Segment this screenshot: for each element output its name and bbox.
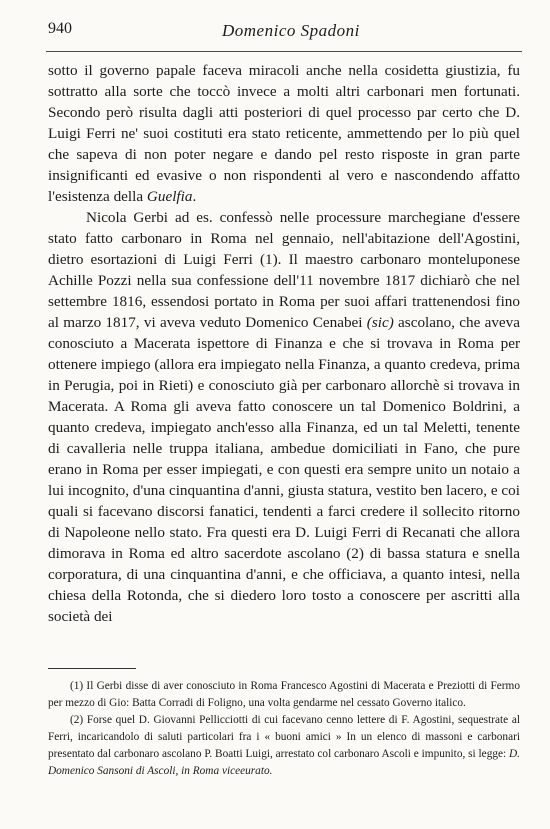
footnotes [48,678,520,780]
paragraph-1-text: sotto il governo papale faceva miracoli anche nella cosidetta giustizia, fu sottratto alla sorte che toccò invece a molti altri carbonari men fortunati. Secondo però risulta dagli atti posteriori di quel processo par certo che D. Luigi Ferri ne' suoi costituti era stato reticente, ammettendo per lo più quel che sapeva di non poter negare e dando pel resto risposte in gran parte insignificanti ed evasive o non rispondenti al vero e nascondendo affatto l'esistenza della [48,62,520,205]
running-title: Domenico Spadoni [222,21,360,40]
paragraph-1-end: . [192,188,197,205]
footnote-1: (1) Il Gerbi disse di aver conosciuto in Roma Francesco Agostini di Macerata e Preziotti di Fermo per mezzo di Gio: Batta Corradi di Foligno, una volta gendarme nel cessato Governo italico. [48,680,520,709]
footnote-rule [48,668,136,669]
footnote-2-italic: D. Domenico Sansoni di Ascoli, in Roma viceeurato. [48,748,520,777]
footnote-2 [48,712,520,780]
footnote-2-text: (2) Forse quel D. Giovanni Pellicciotti di cui facevano cenno lettere di F. Agostini, sequestrate al Ferri, incaricandolo di saluti particolari fra i « buoni amici » In un elenco di massoni e carbonari presentato dal carbonaro ascolano P. Boatti Luigi, arrestato col carbonaro Ascoli e impunito, si legge: [48,714,520,760]
page-number: 940 [48,20,72,37]
page-header [48,20,520,48]
header-rule [46,51,522,52]
paragraph-1-italic: Guelfia [146,188,193,205]
paragraph-2-sic: (sic) [366,314,394,331]
paragraph-2-end: ascolano, che aveva conosciuto a Macerata ispettore di Finanza e che si trovava in Roma per ottenere impiego (allora era impiegato nella Finanza, a quanto credeva, prima in Perugia, poi in Rieti) e conosciuto già per carbonaro allorchè si trovava in Macerata. A Roma gli aveva fatto conoscere un tal Domenico Boldrini, a quanto credeva, impiegato anch'esso alla Finanza, ed un tal Meletti, tenente di cavalleria nelle truppa italiana, ambedue domiciliati in Fano, che pure erano in Roma per esser impiegati, e con questi era sempre unito un notaio a lui incognito, d'una cinquantina d'anni, giusta statura, vestito ben lacero, e coi quali si facevano discorsi fanatici, tendenti a farci credere il sollecito ritorno di Napoleone nello stato. Fra questi era D. Luigi Ferri di Recanati che allora dimorava in Roma ed altro sacerdote ascolano (2) di bassa statura e snella corporatura, di una cinquantina d'anni, e che officiava, a quanto intesi, nella chiesa della Rotonda, che si diedero loro tosto a conoscere per ascritti alla società dei [48,314,520,625]
paragraph-2-text: Nicola Gerbi ad es. confessò nelle processure marchegiane d'essere stato fatto carbonaro in Roma nel gennaio, nell'abitazione dell'Agostini, dietro esortazioni di Luigi Ferri (1). Il maestro carbonaro monteluponese Achille Pozzi nella sua confessione dell'11 novembre 1817 dichiarò che nel settembre 1816, essendosi portato in Roma per suoi affari trattenendosi fino al marzo 1817, vi aveva veduto Domenico Cenabei [48,209,520,331]
paragraph-2 [48,207,520,627]
paragraph-1 [48,60,520,207]
main-text [48,60,520,627]
